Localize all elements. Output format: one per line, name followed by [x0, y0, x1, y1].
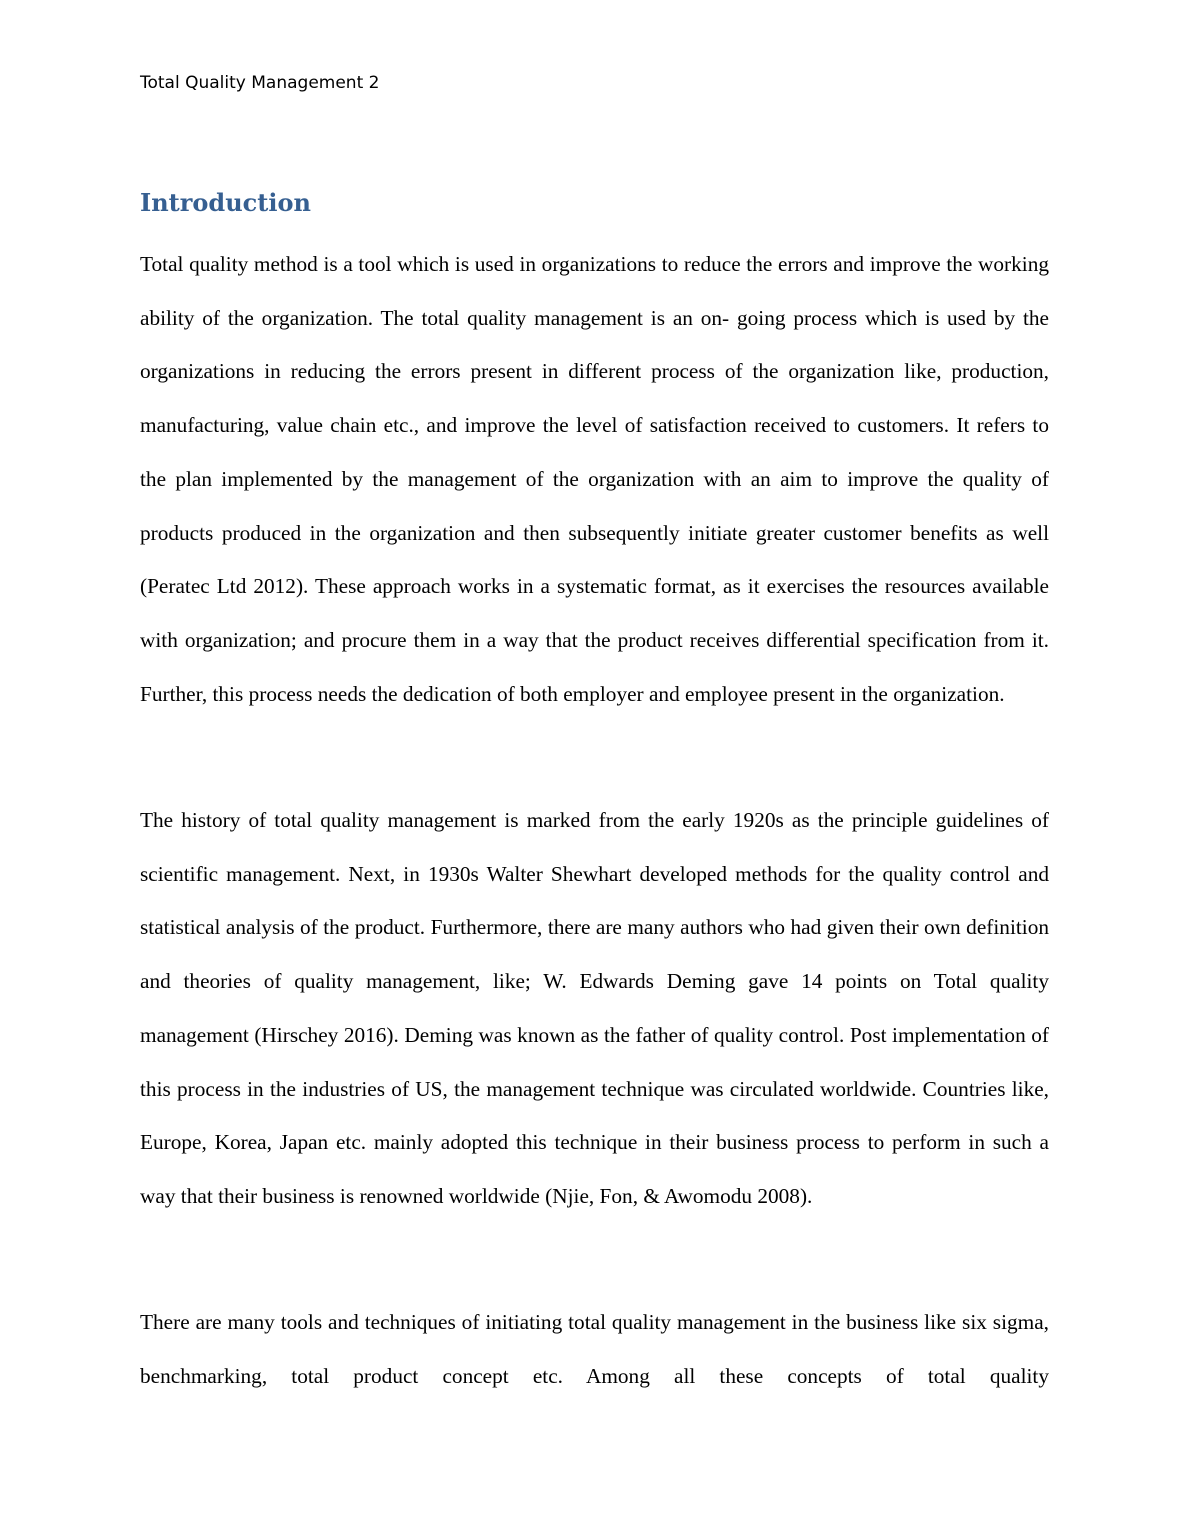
- section-heading: Introduction: [140, 188, 311, 217]
- paragraph-history: The history of total quality management is marked from the early 1920s as the principle guidelines of scientific management. Next, in 1930s Walter Shewhart developed methods for the quality control and statistical analysis of the product. Furthermore, there are many authors who had given their own definition and theories of quality management, like; W. Edwards Deming gave 14 points on Total quality management (Hirschey 2016). Deming was known as the father of quality control. Post implementation of this process in the industries of US, the management technique was circulated worldwide. Countries like, Europe, Korea, Japan etc. mainly adopted this technique in their business process to perform in such a way that their business is renowned worldwide (Njie, Fon, & Awomodu 2008).: [140, 808, 1049, 1208]
- running-header: Total Quality Management 2: [140, 73, 380, 93]
- paragraph-intro: Total quality method is a tool which is used in organizations to reduce the errors and improve the working ability of the organization. The total quality management is an on- going process which is used by the organizations in reducing the errors present in different process of the organization like, production, manufacturing, value chain etc., and improve the level of satisfaction received to customers. It refers to the plan implemented by the management of the organization with an aim to improve the quality of products produced in the organization and then subsequently initiate greater customer benefits as well (Peratec Ltd 2012). These approach works in a systematic format, as it exercises the resources available with organization; and procure them in a way that the product receives differential specification from it. Further, this process needs the dedication of both employer and employee present in the organization.: [140, 252, 1049, 706]
- paragraph-tools: There are many tools and techniques of initiating total quality management in the business like six sigma, benchmarking, total product concept etc. Among all these concepts of total quality: [140, 1310, 1049, 1388]
